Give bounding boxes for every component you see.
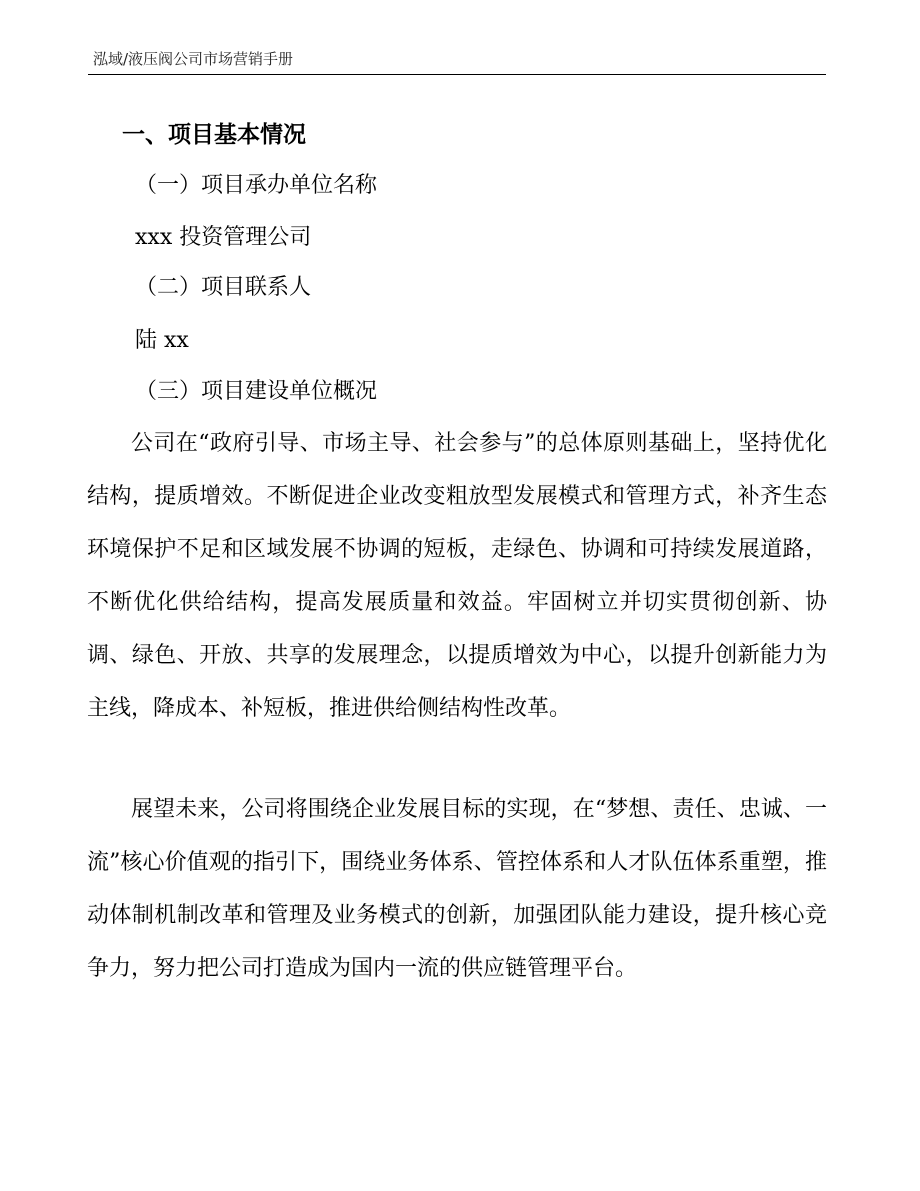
overview-paragraph-1: 公司在“政府引导、市场主导、社会参与”的总体原则基础上，坚持优化结构，提质增效。不断促进企业改变粗放型发展模式和管理方式，补齐生态环境保护不足和区域发展不协调的短板，走绿色、协调和可持续发展道路，不断优化供给结构，提高发展质量和效益。牢固树立并切实贯彻创新、协调、绿色、开放、共享的发展理念，以提质增效为中心，以提升创新能力为主线，降成本、补短板，推进供给侧结构性改革。	[87, 431, 827, 721]
organizer-name: xxx 投资管理公司	[135, 225, 312, 250]
subheading-organizer: （一）项目承办单位名称	[135, 173, 378, 198]
subheading-contact: （二）项目联系人	[135, 275, 312, 300]
header-rule	[88, 74, 826, 75]
overview-paragraph-2: 展望未来，公司将围绕企业发展目标的实现，在“梦想、责任、忠诚、一流”核心价值观的指引下，围绕业务体系、管控体系和人才队伍体系重塑，推动体制机制改革和管理及业务模式的创新，加强团队能力建设，提升核心竞争力，努力把公司打造成为国内一流的供应链管理平台。	[87, 797, 827, 981]
section-heading: 一、项目基本情况	[122, 122, 306, 148]
contact-name: 陆 xx	[135, 328, 189, 353]
subheading-overview: （三）项目建设单位概况	[135, 379, 378, 404]
running-header: 泓域/液压阀公司市场营销手册	[93, 50, 294, 68]
